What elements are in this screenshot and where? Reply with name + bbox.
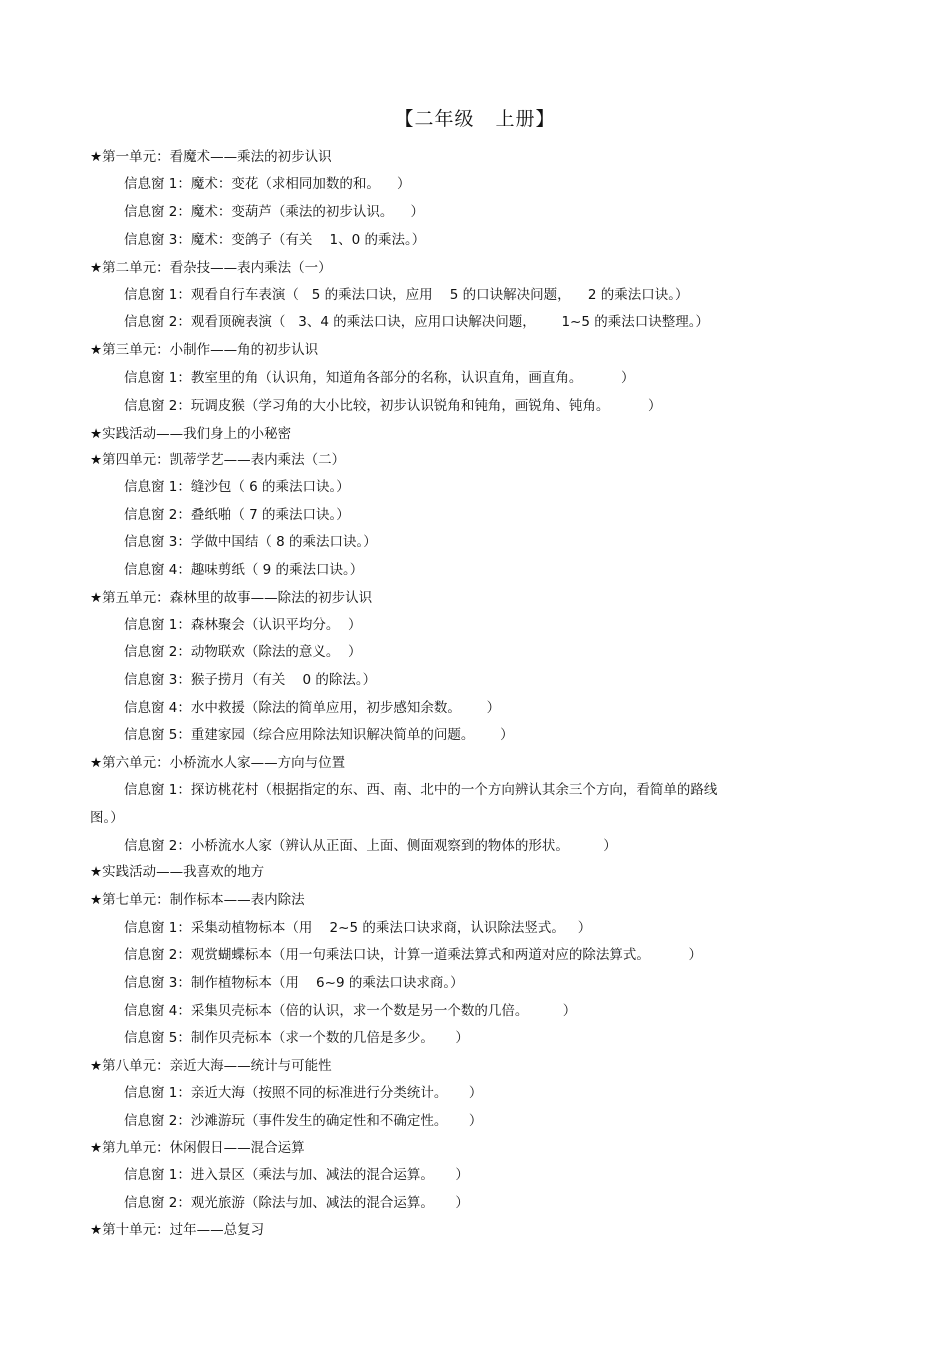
page-title: 【二年级 上册】 <box>394 108 556 130</box>
unit-heading: ★第七单元：制作标本——表内除法 <box>90 892 305 908</box>
info-window-line: 信息窗 2：魔术：变葫芦（乘法的初步认识。 ） <box>124 204 425 220</box>
unit-heading: ★第五单元：森林里的故事——除法的初步认识 <box>90 590 373 606</box>
info-window-line: 信息窗 2：叠纸啪（ 7 的乘法口诀。） <box>124 507 350 523</box>
info-window-line: 信息窗 1：森林聚会（认识平均分。 ） <box>124 617 362 633</box>
info-window-line: 信息窗 1：教室里的角（认识角，知道角各部分的名称，认识直角，画直角。 ） <box>124 370 635 386</box>
info-window-line: 信息窗 2：玩调皮猴（学习角的大小比较，初步认识锐角和钝角，画锐角、钝角。 ） <box>124 398 662 414</box>
info-window-line: 信息窗 2：观光旅游（除法与加、减法的混合运算。 ） <box>124 1195 469 1211</box>
unit-heading: ★第十单元：过年——总复习 <box>90 1222 265 1238</box>
info-window-line: 信息窗 3：魔术：变鸽子（有关 1、0 的乘法。） <box>124 232 426 248</box>
info-window-line: 信息窗 3：学做中国结（ 8 的乘法口诀。） <box>124 534 377 550</box>
info-window-line: 信息窗 1：进入景区（乘法与加、减法的混合运算。 ） <box>124 1167 469 1183</box>
info-window-line: 信息窗 3：猴子捞月（有关 0 的除法。） <box>124 672 377 688</box>
info-window-line: 信息窗 4：水中救援（除法的简单应用，初步感知余数。 ） <box>124 700 501 716</box>
unit-heading: ★第一单元：看魔术——乘法的初步认识 <box>90 149 332 165</box>
unit-heading: ★实践活动——我们身上的小秘密 <box>90 426 292 442</box>
unit-heading: ★第二单元：看杂技——表内乘法（一） <box>90 260 332 276</box>
info-window-line: 信息窗 2：沙滩游玩（事件发生的确定性和不确定性。 ） <box>124 1113 483 1129</box>
info-window-line: 信息窗 1：采集动植物标本（用 2~5 的乘法口诀求商，认识除法竖式。 ） <box>124 920 592 936</box>
info-window-line: 信息窗 1：缝沙包（ 6 的乘法口诀。） <box>124 479 350 495</box>
info-window-line: 信息窗 4：采集贝壳标本（倍的认识，求一个数是另一个数的几倍。 ） <box>124 1003 577 1019</box>
unit-heading: ★第四单元：凯蒂学艺——表内乘法（二） <box>90 452 346 468</box>
info-window-line: 信息窗 5：制作贝壳标本（求一个数的几倍是多少。 ） <box>124 1030 469 1046</box>
info-window-line: 信息窗 2：小桥流水人家（辨认从正面、上面、侧面观察到的物体的形状。 ） <box>124 838 617 854</box>
info-window-line: 信息窗 2：动物联欢（除法的意义。 ） <box>124 644 362 660</box>
info-window-line: 信息窗 1：魔术：变花（求相同加数的和。 ） <box>124 176 411 192</box>
unit-heading: ★实践活动——我喜欢的地方 <box>90 864 265 880</box>
info-window-line: 信息窗 3：制作植物标本（用 6~9 的乘法口诀求商。） <box>124 975 464 991</box>
unit-heading: ★第三单元：小制作——角的初步认识 <box>90 342 319 358</box>
continuation-line: 图。） <box>90 810 124 826</box>
info-window-line: 信息窗 1：观看自行车表演（ 5 的乘法口诀，应用 5 的口诀解决问题， 2 的乘法口诀。） <box>124 287 689 303</box>
unit-heading: ★第九单元：休闲假日——混合运算 <box>90 1140 305 1156</box>
info-window-line: 信息窗 5：重建家园（综合应用除法知识解决简单的问题。 ） <box>124 727 514 743</box>
info-window-line: 信息窗 4：趣味剪纸（ 9 的乘法口诀。） <box>124 562 364 578</box>
info-window-line: 信息窗 1：亲近大海（按照不同的标准进行分类统计。 ） <box>124 1085 483 1101</box>
info-window-line: 信息窗 2：观看顶碗表演（ 3、4 的乘法口诀，应用口诀解决问题， 1~5 的乘法口诀整理。） <box>124 314 710 330</box>
info-window-line: 信息窗 2：观赏蝴蝶标本（用一句乘法口诀，计算一道乘法算式和两道对应的除法算式。 ） <box>124 947 703 963</box>
info-window-line: 信息窗 1：探访桃花村（根据指定的东、西、南、北中的一个方向辨认其余三个方向，看简单的路线 <box>124 782 718 798</box>
unit-heading: ★第八单元：亲近大海——统计与可能性 <box>90 1058 332 1074</box>
unit-heading: ★第六单元：小桥流水人家——方向与位置 <box>90 755 346 771</box>
